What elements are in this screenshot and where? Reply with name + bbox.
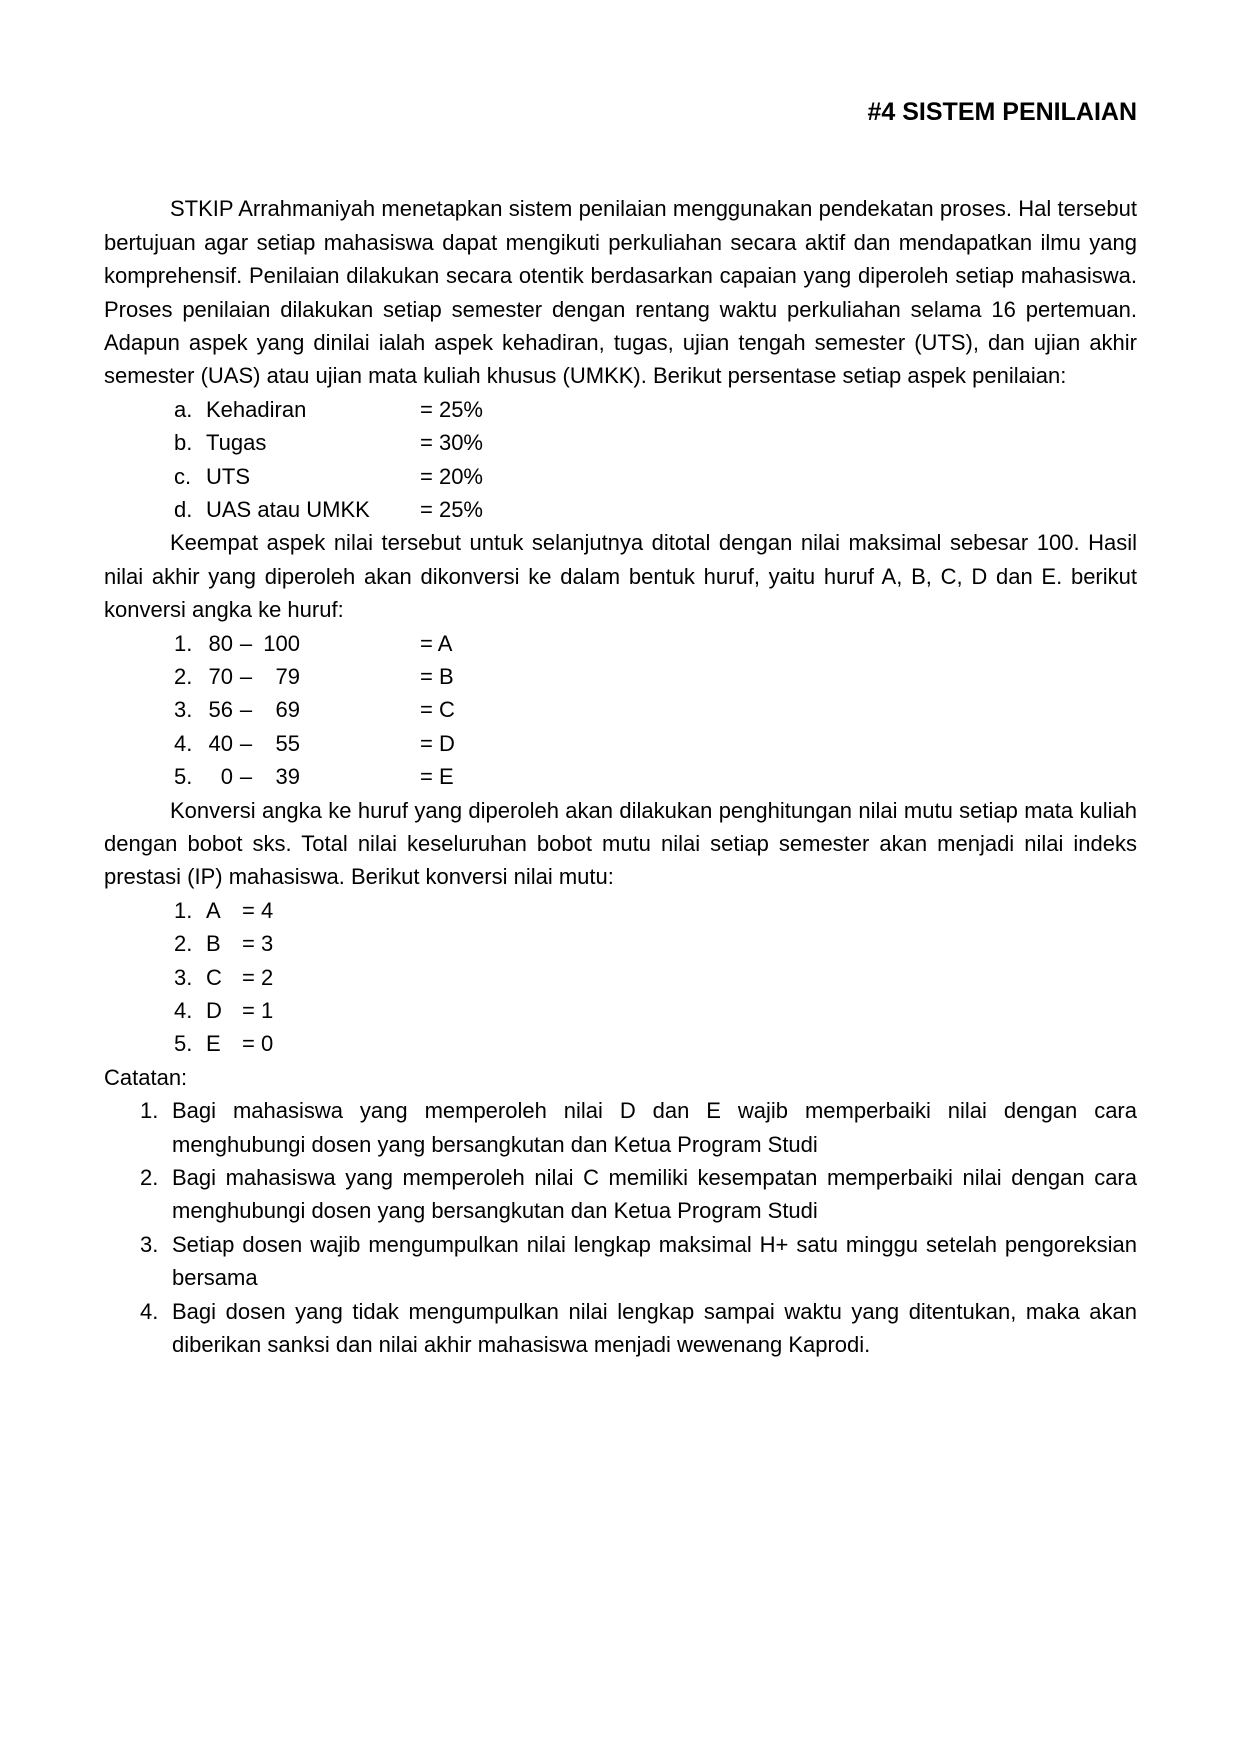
aspek-label: Kehadiran — [206, 396, 307, 422]
list-item — [104, 426, 1137, 459]
aspek-label: UTS — [206, 463, 250, 489]
range — [206, 727, 300, 760]
list-item — [104, 994, 1137, 1027]
list-marker: a. — [174, 396, 193, 422]
list-item — [104, 1295, 1137, 1362]
mutu-value: = 0 — [242, 1031, 274, 1057]
list-item — [104, 727, 1137, 760]
list-item — [104, 1228, 1137, 1295]
range-to: 69 — [275, 697, 300, 723]
range — [206, 627, 300, 660]
range-from: 0 — [220, 764, 233, 790]
list-marker: 1. — [174, 630, 193, 656]
list-item — [104, 1027, 1137, 1060]
aspek-label: Tugas — [206, 430, 267, 456]
list-marker: 4. — [174, 730, 193, 756]
mutu-value: = 4 — [242, 897, 274, 923]
list-marker: 1. — [174, 897, 193, 923]
list-item — [104, 693, 1137, 726]
list-marker: d. — [174, 497, 193, 523]
note-text: Bagi dosen yang tidak mengumpulkan nilai lengkap sampai waktu yang ditentukan, maka akan diberikan sanksi dan nilai akhir mahasiswa menjadi wewenang Kaprodi. — [172, 1298, 1137, 1357]
aspek-value: = 25% — [420, 497, 483, 523]
grade-value: = D — [420, 730, 455, 756]
list-konversi-angka-huruf — [104, 627, 1137, 794]
list-marker: 3. — [174, 964, 193, 990]
catatan-heading: Catatan: — [104, 1064, 188, 1090]
range-from: 56 — [208, 697, 233, 723]
range-dash: – — [239, 730, 253, 756]
paragraph-konversi-huruf: Keempat aspek nilai tersebut untuk selanjutnya ditotal dengan nilai maksimal sebesar 100. Hasil nilai akhir yang diperoleh akan dikonversi ke dalam bentuk huruf, yaitu huruf A, B, C, D dan E. berikut konversi angka ke huruf: — [104, 530, 1137, 623]
mutu-grade: E — [206, 1031, 221, 1057]
list-marker: c. — [174, 463, 192, 489]
list-marker: 3. — [174, 697, 193, 723]
range-from: 70 — [208, 664, 233, 690]
list-marker: 5. — [174, 1031, 193, 1057]
paragraph-nilai-mutu: Konversi angka ke huruf yang diperoleh akan dilakukan penghitungan nilai mutu setiap mata kuliah dengan bobot sks. Total nilai keseluruhan bobot mutu nilai setiap semester akan menjadi nilai indeks prestasi (IP) mahasiswa. Berikut konversi nilai mutu: — [104, 797, 1137, 890]
list-marker: 2. — [174, 931, 193, 957]
list-catatan — [104, 1094, 1137, 1361]
list-item — [104, 1161, 1137, 1228]
list-item — [104, 627, 1137, 660]
paragraph-sistem-penilaian: STKIP Arrahmaniyah menetapkan sistem penilaian menggunakan pendekatan proses. Hal tersebut bertujuan agar setiap mahasiswa dapat mengikuti perkuliahan secara aktif dan mendapatkan ilmu yang komprehensif. Penilaian dilakukan secara otentik berdasarkan capaian yang diperoleh setiap mahasiswa. Proses penilaian dilakukan setiap semester dengan rentang waktu perkuliahan selama 16 pertemuan. Adapun aspek yang dinilai ialah aspek kehadiran, tugas, ujian tengah semester (UTS), dan ujian akhir semester (UAS) atau ujian mata kuliah khusus (UMKK). Berikut persentase setiap aspek penilaian: — [104, 196, 1137, 389]
list-item — [104, 493, 1137, 526]
range — [206, 660, 300, 693]
range-dash: – — [239, 764, 253, 790]
list-konversi-nilai-mutu — [104, 894, 1137, 1061]
page-title: #4 SISTEM PENILAIAN — [867, 98, 1137, 126]
note-text: Setiap dosen wajib mengumpulkan nilai lengkap maksimal H+ satu minggu setelah pengoreksian bersama — [172, 1231, 1137, 1291]
range-dash: – — [239, 697, 253, 723]
list-item — [104, 1094, 1137, 1161]
list-marker: 2. — [140, 1164, 159, 1190]
mutu-value: = 3 — [242, 931, 274, 957]
aspek-value: = 25% — [420, 396, 483, 422]
list-item — [104, 927, 1137, 960]
aspek-value: = 20% — [420, 463, 483, 489]
grade-value: = B — [420, 664, 454, 690]
list-item — [104, 760, 1137, 793]
list-item — [104, 660, 1137, 693]
grade-value: = E — [420, 764, 454, 790]
mutu-value: = 2 — [242, 964, 274, 990]
list-marker: 3. — [140, 1231, 159, 1257]
list-persentase-aspek — [104, 393, 1137, 527]
list-item — [104, 460, 1137, 493]
range-from: 40 — [208, 730, 233, 756]
list-item — [104, 393, 1137, 426]
mutu-grade: A — [206, 897, 221, 923]
note-text: Bagi mahasiswa yang memperoleh nilai D dan E wajib memperbaiki nilai dengan cara menghubungi dosen yang bersangkutan dan Ketua Program Studi — [172, 1098, 1137, 1157]
range-from: 80 — [208, 630, 233, 656]
list-marker: 2. — [174, 664, 193, 690]
range — [206, 693, 300, 726]
mutu-value: = 1 — [242, 997, 274, 1023]
range-dash: – — [239, 630, 253, 656]
list-marker: 4. — [174, 997, 193, 1023]
range-dash: – — [239, 664, 253, 690]
grade-value: = A — [420, 630, 453, 656]
aspek-label: UAS atau UMKK — [206, 497, 370, 523]
range — [206, 760, 300, 793]
list-item — [104, 961, 1137, 994]
grade-value: = C — [420, 697, 455, 723]
range-to: 79 — [275, 664, 300, 690]
list-item — [104, 894, 1137, 927]
list-marker: 1. — [140, 1098, 159, 1124]
list-marker: b. — [174, 430, 193, 456]
aspek-value: = 30% — [420, 430, 483, 456]
list-marker: 4. — [140, 1298, 159, 1324]
mutu-grade: D — [206, 997, 222, 1023]
note-text: Bagi mahasiswa yang memperoleh nilai C memiliki kesempatan memperbaiki nilai dengan cara menghubungi dosen yang bersangkutan dan Ketua Program Studi — [172, 1164, 1137, 1224]
range-to: 100 — [263, 630, 300, 656]
mutu-grade: B — [206, 931, 221, 957]
mutu-grade: C — [206, 964, 222, 990]
list-marker: 5. — [174, 764, 193, 790]
range-to: 55 — [275, 730, 300, 756]
range-to: 39 — [275, 764, 300, 790]
